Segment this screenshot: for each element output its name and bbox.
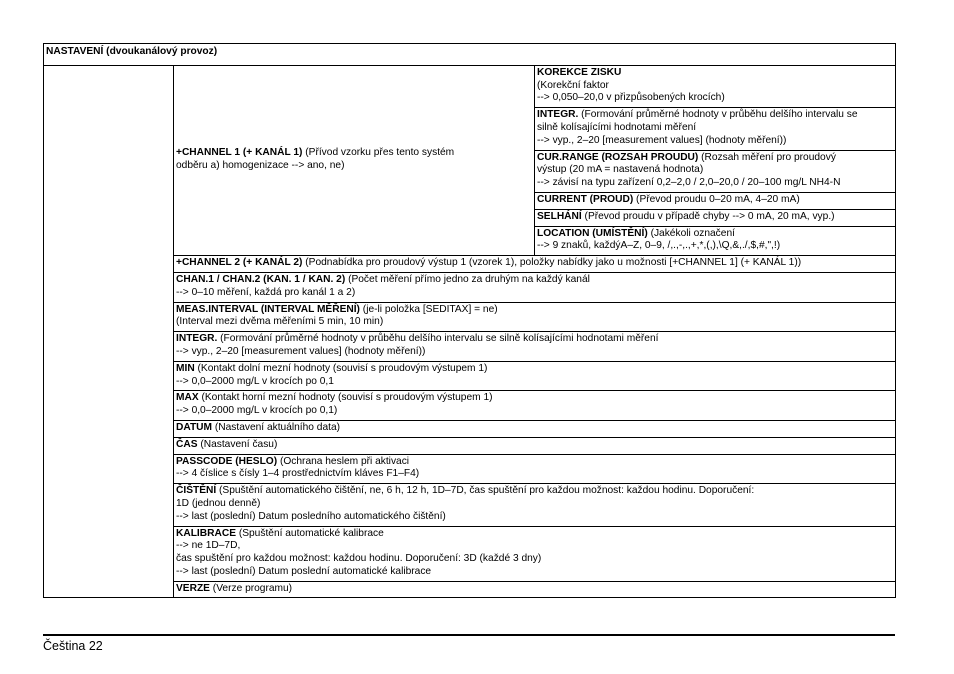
channel1-desc: (Přívod vzorku přes tento systém xyxy=(302,147,455,159)
entry-detail-line: --> 0,0–2000 mg/L v krocích po 0,1 xyxy=(176,375,334,387)
table.rows.2-first-line xyxy=(176,304,893,317)
entry-description: (Převod proudu 0–20 mA, 4–20 mA) xyxy=(633,193,800,205)
entry-title: MEAS.INTERVAL (INTERVAL MĚŘENÍ) xyxy=(176,303,360,315)
sub-cell xyxy=(535,226,896,256)
table.rows.8-first-line xyxy=(176,456,893,469)
entry-title: SELHÁNÍ xyxy=(537,210,582,222)
channel1-cell xyxy=(174,65,535,255)
table.rows.5-first-line xyxy=(176,392,893,405)
sub-cell xyxy=(535,192,896,209)
entry-detail-line: --> 4 číslice s čísly 1–4 prostřednictvím kláves F1–F4) xyxy=(176,468,420,480)
entry-description: (Rozsah měření pro proudový xyxy=(698,151,836,163)
table-row xyxy=(174,454,896,484)
table-row xyxy=(174,332,896,362)
entry-detail-line: silně kolísajícími hodnotami měření xyxy=(537,121,697,133)
entry-title: PASSCODE (HESLO) xyxy=(176,455,278,467)
table.rows.4-first-line xyxy=(176,363,893,376)
entry-detail-line: --> 9 znaků, každýA–Z, 0–9, /,.,-,.,+,*,(,),\Q,&,./,$,#,",!) xyxy=(537,240,781,252)
entry-description: (Spuštění automatické kalibrace xyxy=(236,527,384,539)
table.rows.0-first-line xyxy=(176,257,893,270)
entry-title: DATUM xyxy=(176,421,213,433)
table-row xyxy=(174,484,896,526)
entry-detail-line: (Interval mezi dvěma měřeními 5 min, 10 min) xyxy=(176,316,384,328)
table.rows.7-first-line xyxy=(176,439,893,452)
entry-description: (Podnabídka pro proudový výstup 1 (vzorek 1), položky nabídky jako u možnosti [+CHANNEL 1] (+ KANÁL 1)) xyxy=(302,257,802,269)
entry-detail-line: výstup (20 mA = nastavená hodnota) xyxy=(537,164,704,176)
table-row xyxy=(174,581,896,598)
entry-title: INTEGR. xyxy=(537,109,579,121)
settings-table xyxy=(43,43,896,598)
entry-title: +CHANNEL 2 (+ KANÁL 2) xyxy=(176,257,303,269)
entry-title: INTEGR. xyxy=(176,333,218,345)
table.sub.3-first-line xyxy=(537,194,893,207)
entry-title: MAX xyxy=(176,392,199,404)
entry-detail-line: 1D (jednou denně) xyxy=(176,497,261,509)
entry-title: MIN xyxy=(176,362,195,374)
table-row xyxy=(174,256,896,273)
table.rows.3-first-line xyxy=(176,333,893,346)
channel1-line2: odběru a) homogenizace --> ano, ne) xyxy=(176,159,345,171)
table-header-title: NASTAVENÍ (dvoukanálový provoz) xyxy=(46,46,218,57)
table.sub.4-first-line xyxy=(537,211,893,224)
sub-cell xyxy=(535,108,896,150)
entry-title: LOCATION (UMÍSTĚNÍ) xyxy=(537,227,648,239)
entry-detail-line: --> vyp., 2–20 [measurement values] (hodnoty měření)) xyxy=(176,345,426,357)
entry-description: (Kontakt horní mezní hodnoty (souvisí s proudovým výstupem 1) xyxy=(198,392,493,404)
entry-title: ČIŠTĚNÍ xyxy=(176,485,217,497)
entry-detail-line: čas spuštění pro každou možnost: každou hodinu. Doporučení: 3D (každé 3 dny) xyxy=(176,553,542,565)
table-row xyxy=(174,272,896,302)
table.rows.10-first-line xyxy=(176,528,893,541)
entry-title: KOREKCE ZISKU xyxy=(537,66,622,78)
entry-description: (Formování průměrné hodnoty v průběhu delšího intervalu se silně kolísajícími hodnotami měření xyxy=(217,333,659,345)
channel1-line1 xyxy=(176,147,532,160)
table-row xyxy=(174,361,896,391)
entry-detail-line: --> ne 1D–7D, xyxy=(176,540,241,552)
table-row xyxy=(174,437,896,454)
entry-description: (Jakékoli označení xyxy=(647,227,735,239)
table.rows.11-first-line xyxy=(176,583,893,596)
table.sub.1-first-line xyxy=(537,109,893,122)
table.sub.5-first-line xyxy=(537,228,893,241)
entry-detail-line: --> závisí na typu zařízení 0,2–2,0 / 2,0–20,0 / 20–100 mg/L NH4-N xyxy=(537,177,841,189)
table.rows.6-first-line xyxy=(176,422,893,435)
page-footer: Čeština 22 xyxy=(43,639,103,653)
table-row xyxy=(174,526,896,581)
entry-detail-line: --> last (poslední) Datum posledního automatického čištění) xyxy=(176,510,446,522)
entry-description: (Nastavení času) xyxy=(197,438,278,450)
entry-description: (Počet měření přímo jedno za druhým na každý kanál xyxy=(345,273,590,285)
entry-description: (je-li položka [SEDITAX] = ne) xyxy=(359,303,498,315)
entry-title: KALIBRACE xyxy=(176,527,236,539)
entry-title: CHAN.1 / CHAN.2 (KAN. 1 / KAN. 2) xyxy=(176,273,346,285)
entry-detail-line: (Korekční faktor xyxy=(537,79,609,91)
entry-detail-line: --> last (poslední) Datum poslední automatické kalibrace xyxy=(176,565,432,577)
entry-detail-line: --> 0–10 měření, každá pro kanál 1 a 2) xyxy=(176,286,356,298)
table-row xyxy=(174,420,896,437)
table-row xyxy=(174,302,896,332)
entry-detail-line: --> vyp., 2–20 [measurement values] (hodnoty měření)) xyxy=(537,134,787,146)
table-row xyxy=(174,391,896,421)
entry-title: CUR.RANGE (ROZSAH PROUDU) xyxy=(537,151,699,163)
entry-description: (Verze programu) xyxy=(209,582,293,594)
entry-description: (Převod proudu v případě chyby --> 0 mA, 20 mA, vyp.) xyxy=(581,210,835,222)
entry-description: (Spuštění automatického čištění, ne, 6 h, 12 h, 1D–7D, čas spuštění pro každou možnost: každou hodinu. Doporučení: xyxy=(216,485,755,497)
table.rows.9-first-line xyxy=(176,485,893,498)
entry-title: CURRENT (PROUD) xyxy=(537,193,634,205)
entry-detail-line: --> 0,0–2000 mg/L v krocích po 0,1) xyxy=(176,405,338,417)
sub-cell xyxy=(535,209,896,226)
entry-description: (Formování průměrné hodnoty v průběhu delšího intervalu se xyxy=(578,109,858,121)
footer-rule xyxy=(43,634,895,636)
left-empty-column xyxy=(44,65,174,598)
table.sub.0-first-line xyxy=(537,67,893,80)
channel1-title: +CHANNEL 1 (+ KANÁL 1) xyxy=(176,147,303,159)
table.sub.2-first-line xyxy=(537,152,893,165)
table.rows.1-first-line xyxy=(176,274,893,287)
entry-detail-line: --> 0,050–20,0 v přizpůsobených krocích) xyxy=(537,92,725,104)
entry-title: VERZE xyxy=(176,582,210,594)
table-header xyxy=(44,44,896,66)
entry-description: (Ochrana heslem při aktivaci xyxy=(277,455,410,467)
entry-description: (Nastavení aktuálního data) xyxy=(212,421,341,433)
entry-title: ČAS xyxy=(176,438,198,450)
sub-cell xyxy=(535,150,896,192)
sub-cell xyxy=(535,65,896,107)
entry-description: (Kontakt dolní mezní hodnoty (souvisí s proudovým výstupem 1) xyxy=(194,362,488,374)
